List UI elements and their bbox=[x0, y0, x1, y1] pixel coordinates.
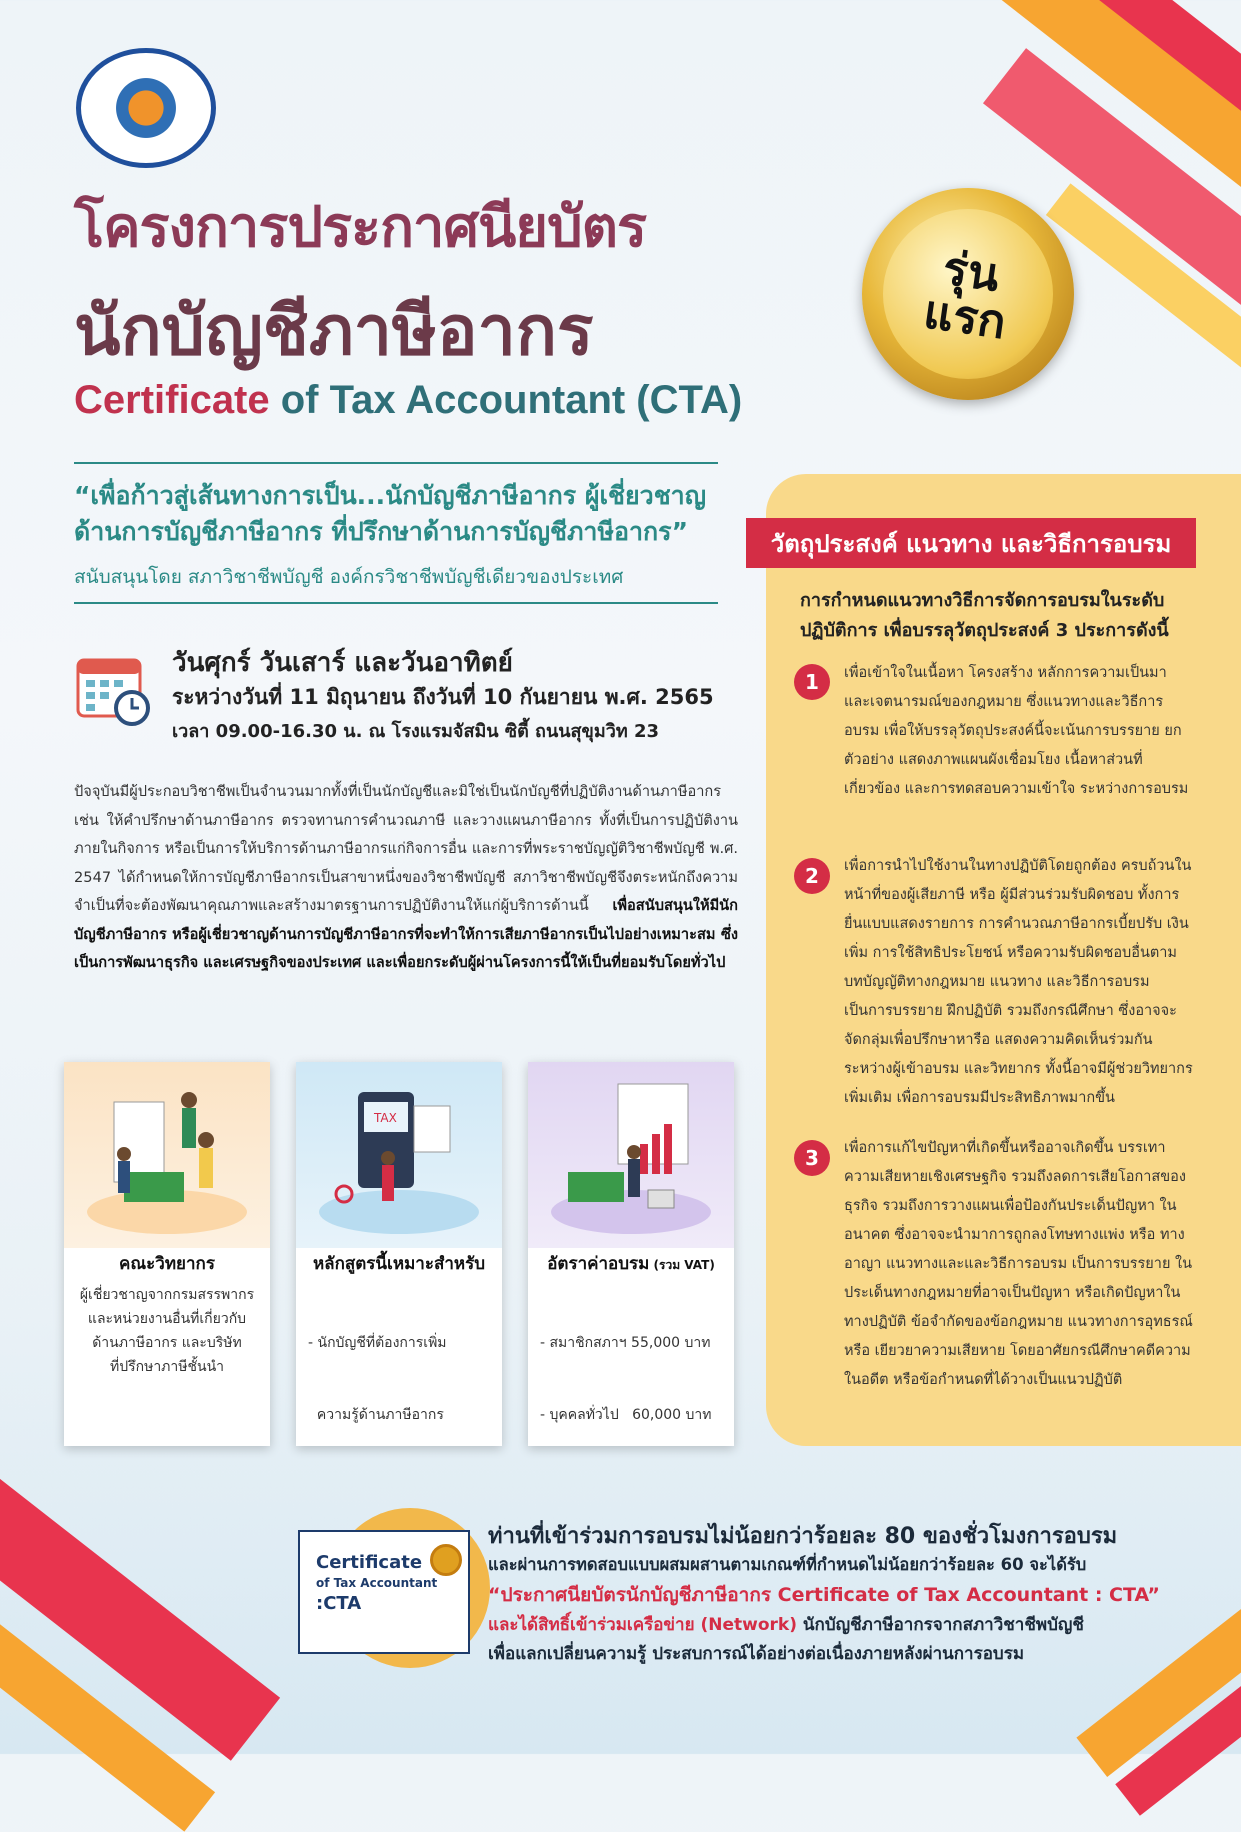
objective-item: เพื่อการแก้ไขปัญหาที่เกิดขึ้นหรืออาจเกิดขึ้น บรรเทาความเสียหายเชิงเศรษฐกิจ รวมถึงลดการเสียโอกาสของธุรกิจ รวมถึงการวางแผนเพื่อป้องกันประเด็นปัญหา ในอนาคต ซึ่งอาจจะนำมาการถูกลงโทษทางแพ่ง หรือ ทางอาญา แนวทางและและวิธีการอบรม เป็นการบรรยาย ในประเด็นทางกฎหมายที่อาจเป็นปัญหา หรือเกิดปัญหาในทางปฏิบัติ ข้อจำกัดของข้อกฎหมาย แนวทางการอุทธรณ์ หรือ เยียวยาความเสียหาย โดยอาศัยกรณีศึกษาคดีความในอดีต หรือข้อกำหนดที่ได้วางเป็นแนวปฏิบัติ bbox=[844, 1140, 1193, 1388]
support-text: สนับสนุนโดย สภาวิชาชีพบัญชี องค์กรวิชาชีพบัญชีเดียวของประเทศ bbox=[74, 566, 624, 588]
training-days: วันศุกร์ วันเสาร์ และวันอาทิตย์ bbox=[172, 648, 513, 678]
objectives-subheading: การกำหนดแนวทางวิธีการจัดการอบรมในระดับปฏิบัติการ เพื่อบรรลุวัตถุประสงค์ 3 ประการดังนี้ bbox=[800, 590, 1169, 641]
certificate-card-text: :CTA bbox=[316, 1593, 362, 1614]
card-speakers: คณะวิทยากร ผู้เชี่ยวชาญจากกรมสรรพากร และหน่วยงานอื่นที่เกี่ยวกับ ด้านภาษีอากร และบริษัท ที่ปรึกษาภาษีชั้นนำ bbox=[64, 1062, 270, 1446]
card-target-audience: TAX หลักสูตรนี้เหมาะสำหรับ - นักบัญชีที่ต้องการเพิ่ม ความรู้ด้านภาษีอากร bbox=[296, 1062, 502, 1446]
objective-item: เพื่อเข้าใจในเนื้อหา โครงสร้าง หลักการความเป็นมา และเจตนารมณ์ของกฎหมาย ซึ่งแนวทางและวิธีการอบรม เพื่อให้บรรลุวัตถุประสงค์นี้จะเน้นการบรรยาย ยกตัวอย่าง แสดงภาพแผนผังเชื่อมโยง เนื้อหาส่วนที่เกี่ยวข้อง และการทดสอบความเข้าใจ ระหว่างการอบรม bbox=[844, 665, 1189, 797]
tax-illustration-icon bbox=[296, 1062, 502, 1248]
title-english bbox=[74, 378, 742, 423]
certificate-card-text: Certificate bbox=[316, 1552, 423, 1573]
exchange-benefit: เพื่อแลกเปลี่ยนความรู้ ประสบการณ์ได้อย่างต่อเนื่องภายหลังผ่านการอบรม bbox=[488, 1644, 1025, 1664]
svg-text:TAX: TAX bbox=[374, 1111, 397, 1125]
objective-item: เพื่อการนำไปใช้งานในทางปฏิบัติโดยถูกต้อง ครบถ้วนในหน้าที่ของผู้เสียภาษี หรือ ผู้มีส่วนร่วมรับผิดชอบ ทั้งการยื่นแบบแสดงรายการ การคำนวณภาษีอากรเบี้ยปรับ เงินเพิ่ม การใช้สิทธิประโยชน์ หรือความรับผิดชอบอื่นตามบทบัญญัติทางกฎหมาย แนวทาง และวิธีการอบรม เป็นการบรรยาย ฝึกปฏิบัติ รวมถึงกรณีศึกษา ซึ่งอาจจะจัดกลุ่มเพื่อปรึกษาหารือ แสดงความคิดเห็นร่วมกัน ระหว่างผู้เข้าอบรม และวิทยากร ทั้งนี้อาจมีผู้ช่วยวิทยากร เพิ่มเติม เพื่อการอบรมมีประสิทธิภาพมากขึ้น bbox=[844, 858, 1193, 1106]
tagline-line1: “เพื่อก้าวสู่เส้นทางการเป็น...นักบัญชีภาษีอากร ผู้เชี่ยวชาญ bbox=[74, 481, 706, 510]
objective-number: 3 bbox=[794, 1140, 830, 1176]
tagline-line2: ด้านการบัญชีภาษีอากร ที่ปรึกษาด้านการบัญชีภาษีอากร” bbox=[74, 517, 689, 547]
title-line2: นักบัญชีภาษีอากร bbox=[74, 293, 594, 369]
federation-logo bbox=[76, 48, 216, 168]
completion-requirement: ท่านที่เข้าร่วมการอบรมไม่น้อยกว่าร้อยละ 80 ของชั่วโมงการอบรม bbox=[488, 1524, 1118, 1549]
logo-emblem-icon bbox=[111, 73, 181, 143]
card-title: หลักสูตรนี้เหมาะสำหรับ bbox=[312, 1254, 486, 1274]
badge-text: รุ่น แรก bbox=[920, 240, 1010, 350]
network-benefit: และได้สิทธิ์เข้าร่วมเครือข่าย (Network) นักบัญชีภาษีอากรจากสภาวิชาชีพบัญชี bbox=[488, 1615, 1084, 1635]
first-batch-badge bbox=[862, 188, 1074, 400]
certificate-card-text: of Tax Accountant bbox=[316, 1576, 438, 1590]
card-title: อัตราค่าอบรม (รวม VAT) bbox=[547, 1254, 715, 1274]
calendar-icon bbox=[76, 652, 152, 726]
certificate-seal-icon bbox=[430, 1544, 462, 1576]
title-english-rest: of Tax Accountant (CTA) bbox=[269, 378, 743, 422]
title-line1: โครงการประกาศนียบัตร bbox=[74, 195, 647, 258]
speakers-illustration-icon bbox=[64, 1062, 270, 1248]
objectives-heading: วัตถุประสงค์ แนวทาง และวิธีการอบรม bbox=[746, 518, 1196, 568]
tagline-quote bbox=[74, 478, 734, 551]
card-training-fee: อัตราค่าอบรม (รวม VAT) - สมาชิกสภาฯ 55,000 บาท - บุคคลทั่วไป 60,000 บาท bbox=[528, 1062, 734, 1446]
objective-number: 2 bbox=[794, 858, 830, 894]
certificate-name: “ประกาศนียบัตรนักบัญชีภาษีอากร Certificate of Tax Accountant : CTA” bbox=[488, 1584, 1160, 1606]
test-requirement: และผ่านการทดสอบแบบผสมผสานตามเกณฑ์ที่กำหนดไม่น้อยกว่าร้อยละ 60 จะได้รับ bbox=[488, 1555, 1087, 1574]
fee-illustration-icon bbox=[528, 1062, 734, 1248]
training-time-place: เวลา 09.00-16.30 น. ณ โรงแรมจัสมิน ซิตี้ ถนนสุขุมวิท 23 bbox=[172, 721, 660, 742]
divider bbox=[74, 462, 718, 464]
objective-number: 1 bbox=[794, 664, 830, 700]
divider bbox=[74, 602, 718, 604]
card-title: คณะวิทยากร bbox=[119, 1254, 215, 1274]
title-english-red: Certificate bbox=[74, 378, 270, 422]
training-period: ระหว่างวันที่ 11 มิถุนายน ถึงวันที่ 10 กันยายน พ.ศ. 2565 bbox=[172, 685, 714, 709]
intro-paragraph: ปัจจุบันมีผู้ประกอบวิชาชีพเป็นจำนวนมากทั้งที่เป็นนักบัญชีและมิใช่เป็นนักบัญชีที่ปฏิบัติงานด้านภาษีอากร เช่น ให้คำปรึกษาด้านภาษีอากร ตรวจทานการคำนวณภาษี และวางแผนภาษีอากร ทั้งที่เป็นการปฏิบัติงานภายในกิจการ หรือเป็นการให้บริการด้านภาษีอากรแก่กิจการอื่น และการที่พระราชบัญญัติวิชาชีพบัญชี พ.ศ. 2547 ได้กำหนดให้การบัญชีภาษีอากรเป็นสาขาหนึ่งของวิชาชีพบัญชี สภาวิชาชีพบัญชีจึงตระหนักถึงความจำเป็นที่จะต้องพัฒนาคุณภาพและสร้างมาตรฐานการปฏิบัติงานให้แก่ผู้บริการด้านนี้ เพื่อสนับสนุนให้มีนักบัญชีภาษีอากร หรือผู้เชี่ยวชาญด้านการบัญชีภาษีอากรที่จะทำให้การเสียภาษีอากรเป็นไปอย่างเหมาะสม ซึ่งเป็นการพัฒนาธุรกิจ และเศรษฐกิจของประเทศ และเพื่อยกระดับผู้ผ่านโครงการนี้ให้เป็นที่ยอมรับโดยทั่วไป bbox=[74, 783, 738, 971]
